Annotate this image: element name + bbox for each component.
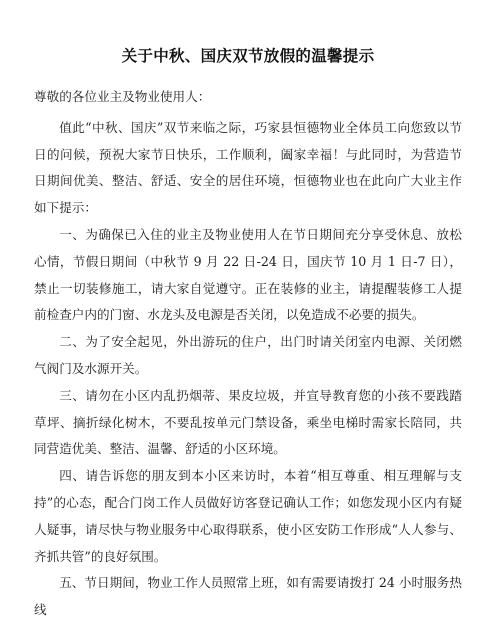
paragraph-intro: 值此“中秋、国庆”双节来临之际，巧家县恒德物业全体员工向您致以节日的问候，预祝大家节日快乐，工作顺利，阖家幸福！与此同时，为营造节日期间优美、整洁、舒适、安全的居住环境，恒德物业也在此向广大业主作如下提示： [34, 119, 462, 216]
salutation: 尊敬的各位业主及物业使用人： [34, 89, 211, 104]
paragraph-item-2: 二、为了安全起见，外出游玩的住户，出门时请关闭室内电源、关闭燃气阀门及水源开关。 [34, 334, 462, 376]
paragraph-item-5: 五、节日期间，物业工作人员照常上班，如有需要请拨打 24 小时服务热线 [34, 575, 462, 618]
paragraph-item-3: 三、请勿在小区内乱扔烟蒂、果皮垃圾，并宣导教育您的小孩不要践踏草坪、摘折绿化树木，不要乱按单元门禁设备，乘坐电梯时需家长陪同，共同营造优美、整洁、温馨、舒适的小区环境。 [34, 387, 462, 457]
paragraph-item-1: 一、为确保已入住的业主及物业使用人在节日期间充分享受休息、放松心情，节假日期间（中秋节 9 月 22 日-24 日，国庆节 10 月 1 日-7 日），禁止一切装修施工，请大家自觉遵守。正在装修的业主，请提醒装修工人提前检查户内的门窗、水龙头及电源是否关闭，以免造成不必要的损失。 [34, 226, 462, 323]
document-body [34, 84, 462, 624]
document-title: 关于中秋、国庆双节放假的温馨提示 [121, 47, 375, 65]
paragraph-item-4: 四、请告诉您的朋友到本小区来访时，本着“相互尊重、相互理解与支持”的心态，配合门岗工作人员做好访客登记确认工作；如您发现小区内有疑人疑事，请尽快与物业服务中心取得联系，使小区安防工作形成“人人参与、齐抓共管”的良好氛围。 [34, 468, 462, 564]
